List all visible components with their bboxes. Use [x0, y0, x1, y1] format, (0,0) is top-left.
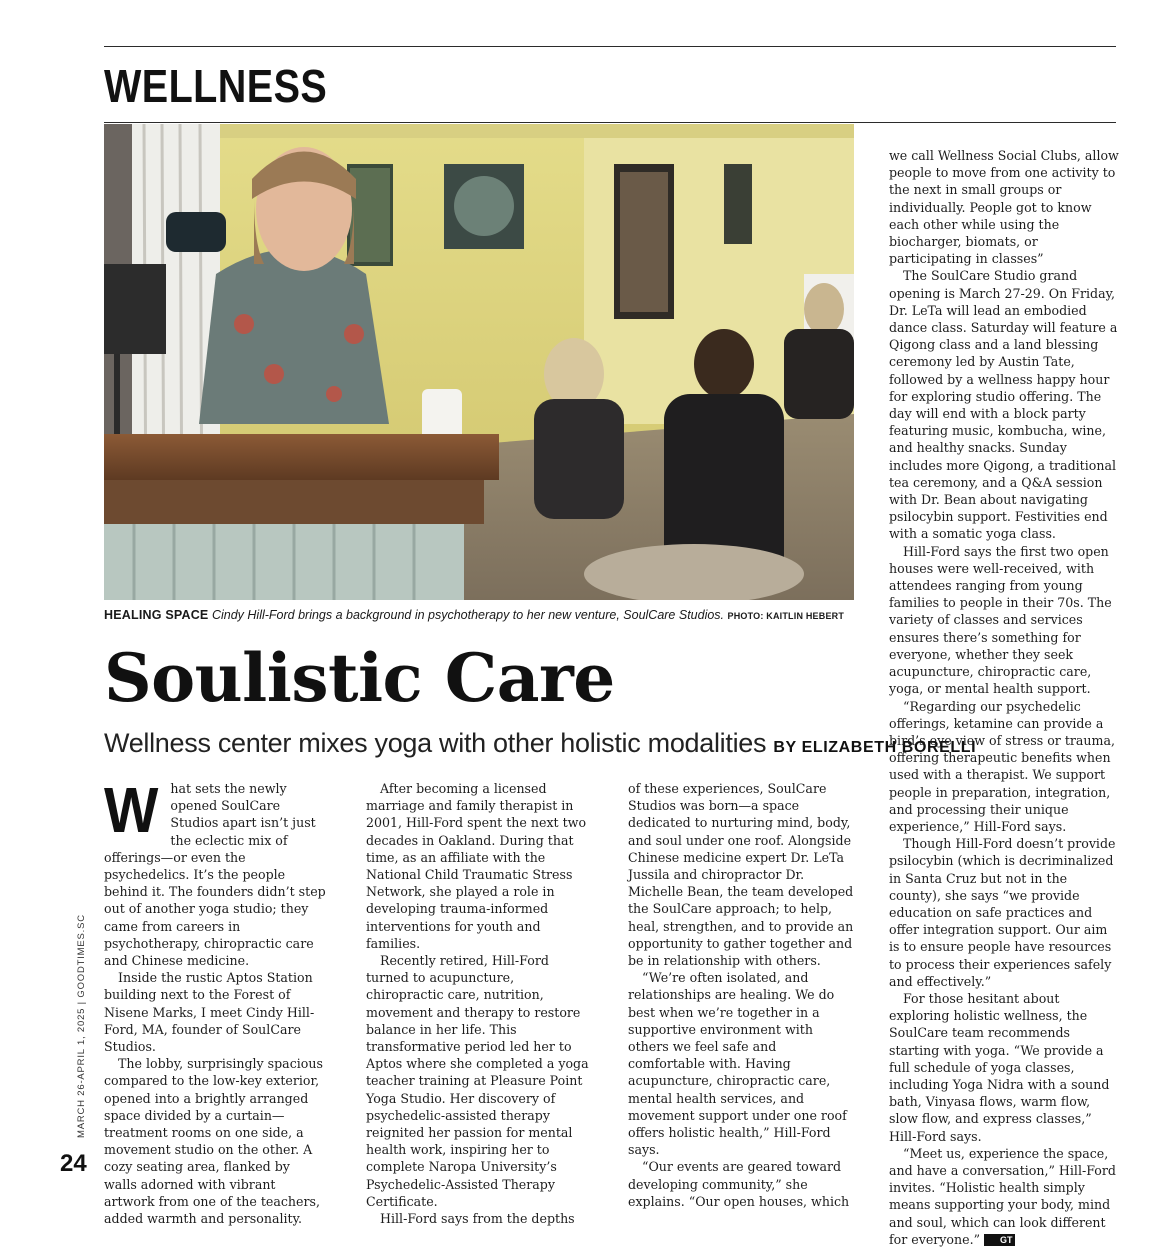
drop-cap: W: [104, 774, 159, 846]
paragraph: What sets the newly opened SoulCare Studios apart isn’t just the eclectic mix of offerings—or even the psychedelics. It’s the people behind it. The founders didn’t step out of another yoga studio; they came from careers in psychotherapy, chiropractic care and Chinese medicine.: [104, 774, 326, 969]
paragraph: “Meet us, experience the space, and have a conversation,” Hill-Ford invites. “Holistic health simply means supporting your body, mind and soul, which can look different for everyone.” GT: [889, 1145, 1116, 1247]
paragraph: The lobby, surprisingly spacious compared to the low-key exterior, opened into a brightly arranged space divided by a curtain—treatment rooms on one side, a movement studio on the other. A cozy seating area, flanked by walls adorned with vibrant artwork from one of the teachers, added warmth and personality.: [104, 1056, 323, 1227]
article-column-1: [104, 774, 326, 1227]
top-rule: [104, 46, 1116, 47]
paragraph: After becoming a licensed marriage and family therapist in 2001, Hill-Ford spent the next two decades in Oakland. During that time, as an affiliate with the National Child Traumatic Stress Network, she played a role in developing trauma-informed interventions for youth and families.: [366, 781, 587, 951]
paragraph: Hill-Ford says from the depths: [380, 1211, 575, 1227]
deck-line: [104, 726, 977, 765]
paragraph: we call Wellness Social Clubs, allow people to move from one activity to the next in small groups or individually. People got to know each other while using the biocharger, biomats, or participating in classes”: [889, 148, 1119, 267]
photo-caption: [104, 607, 864, 624]
caption-lead: HEALING SPACE: [104, 608, 209, 622]
section-title: WELLNESS: [104, 60, 328, 112]
end-mark-icon: GT: [984, 1234, 1015, 1246]
headline: Soulistic Care: [104, 639, 615, 717]
page-number: 24: [60, 1150, 87, 1177]
article-photo: [104, 124, 854, 600]
paragraph: “Regarding our psychedelic offerings, ketamine can provide a bird’s eye view of stress or trauma, offering therapeutic benefits when used with a therapist. We support people in preparation, integration, and processing their unique experience,” Hill-Ford says.: [889, 698, 1115, 834]
paragraph: of these experiences, SoulCare Studios was born—a space dedicated to nurturing mind, body, and soul under one roof. Alongside Chinese medicine expert Dr. LeTa Jussila and chiropractor Dr. Michelle Bean, the team developed the SoulCare approach; to help, heal, strengthen, and to provide an opportunity to gather together and be in relationship with others.: [628, 781, 854, 969]
deck: Wellness center mixes yoga with other holistic modalities: [104, 728, 767, 758]
byline: BY ELIZABETH BORELLI: [773, 739, 977, 756]
article-column-4: [889, 147, 1119, 1248]
paragraph: For those hesitant about exploring holistic wellness, the SoulCare team recommends starting with yoga. “We provide a full schedule of yoga classes, including Yoga Nidra with a sound bath, Vinyasa flows, warm flow, slow flow, and express classes,” Hill-Ford says.: [889, 990, 1110, 1144]
paragraph: Hill-Ford says the first two open houses were well-received, with attendees ranging from young families to people in their 70s. The variety of classes and services ensures there’s something for everyone, whether they seek acupuncture, chiropractic care, yoga, or mental health support.: [889, 543, 1112, 697]
article-column-3: [628, 780, 854, 1210]
paragraph: “We’re often isolated, and relationships are healing. We do best when we’re together in a supportive environment with others we feel safe and comfortable with. Having acupuncture, chiropractic care, mental health services, and movement support under one roof offers holistic health,” Hill-Ford says.: [628, 970, 847, 1158]
paragraph: Recently retired, Hill-Ford turned to acupuncture, chiropractic care, nutrition, movement and therapy to restore balance in her life. This transformative period led her to Aptos where she completed a yoga teacher training at Pleasure Point Yoga Studio. Her discovery of psychedelic-assisted therapy reignited her passion for mental health work, inspiring her to complete Naropa University’s Psychedelic-Assisted Therapy Certificate.: [366, 953, 589, 1209]
article-column-2: [366, 780, 592, 1227]
caption-text: Cindy Hill-Ford brings a background in psychotherapy to her new venture, SoulCare Studios.: [211, 608, 725, 622]
paragraph: Inside the rustic Aptos Station building next to the Forest of Nisene Marks, I meet Cindy Hill-Ford, MA, founder of SoulCare Studios.: [104, 970, 315, 1055]
photo-credit: PHOTO: KAITLIN HEBERT: [727, 611, 845, 621]
paragraph: “Our events are geared toward developing community,” she explains. “Our open houses, which: [628, 1159, 850, 1209]
paragraph: Though Hill-Ford doesn’t provide psilocybin (which is decriminalized in Santa Cruz but not in the county), she says “we provide education on safe practices and offer integration support. Our aim is to ensure people have resources to process their experiences safely and effectively.”: [889, 836, 1116, 989]
folio-date-site: MARCH 26-APRIL 1, 2025 | GOODTIMES.SC: [76, 914, 87, 1138]
section-rule: [104, 122, 1116, 123]
paragraph: The SoulCare Studio grand opening is March 27-29. On Friday, Dr. LeTa will lead an embodied dance class. Saturday will feature a Qigong class and a land blessing ceremony led by Austin Tate, followed by a wellness happy hour for exploring studio offering. The day will end with a block party featuring music, kombucha, wine, and healthy snacks. Sunday includes more Qigong, a traditional tea ceremony, and a Q&A session with Dr. Bean about navigating psilocybin support. Festivities end with a somatic yoga class.: [889, 268, 1118, 542]
